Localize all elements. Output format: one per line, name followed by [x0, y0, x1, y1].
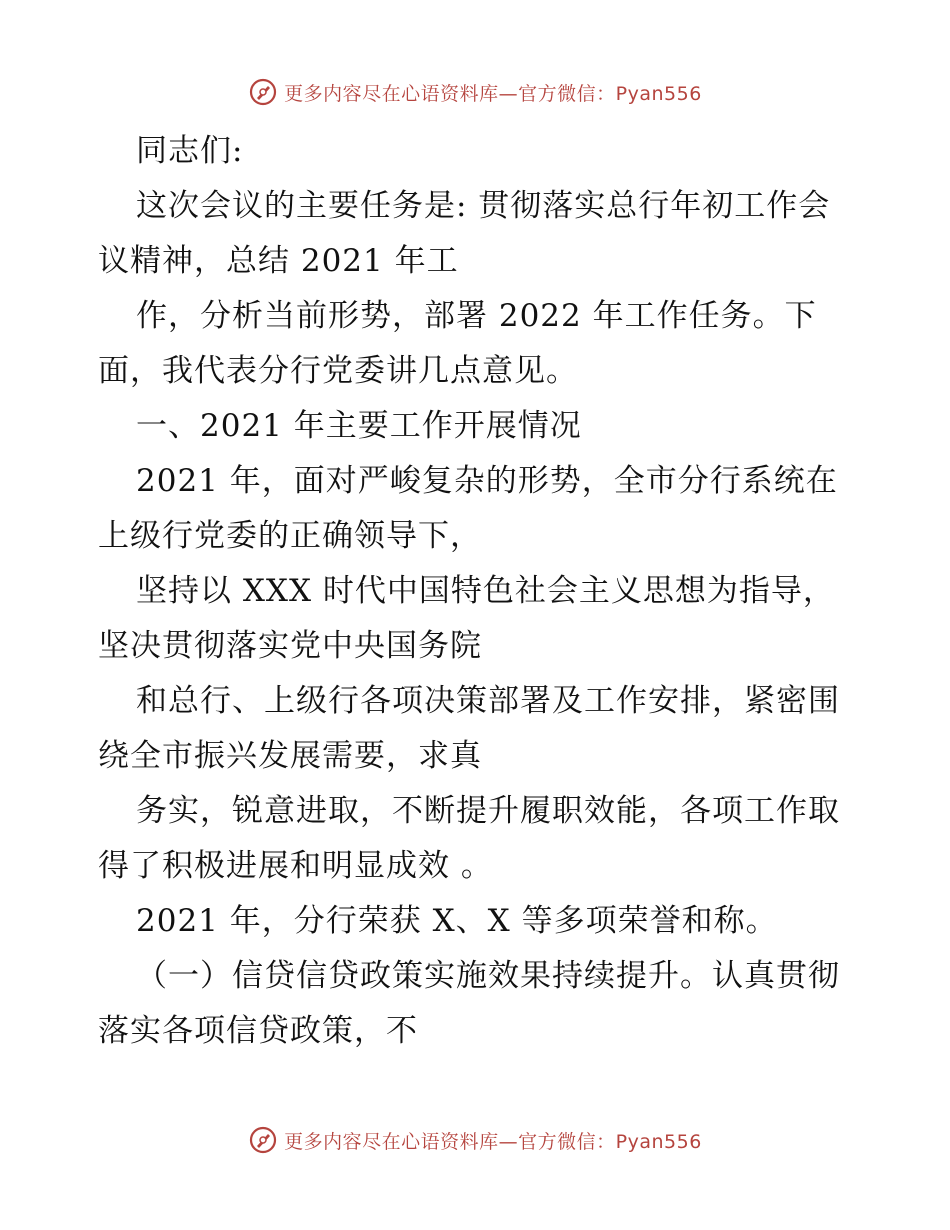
footer-banner-text: 更多内容尽在心语资料库—官方微信：Pyan556 [284, 1130, 702, 1153]
paragraph: 务实，锐意进取，不断提升履职效能，各项工作取得了积极进展和明显成效 。 [98, 793, 840, 884]
pen-logo-icon [248, 77, 278, 107]
paragraph: 坚持以 XXX 时代中国特色社会主义思想为指导，坚决贯彻落实党中央国务院 [98, 573, 835, 664]
paragraph: 这次会议的主要任务是: 贯彻落实总行年初工作会议精神，总结 2021 年工 [98, 188, 831, 279]
header-banner [0, 72, 950, 112]
pen-logo-icon [248, 1125, 278, 1155]
header-banner-text: 更多内容尽在心语资料库—官方微信：Pyan556 [284, 82, 702, 105]
document-body [98, 124, 858, 1059]
paragraph: 和总行、上级行各项决策部署及工作安排，紧密围绕全市振兴发展需要，求真 [98, 683, 840, 774]
paragraph: 作，分析当前形势，部署 2022 年工作任务。下面，我代表分行党委讲几点意见。 [98, 298, 817, 389]
section-heading: 一、2021 年主要工作开展情况 [136, 408, 582, 444]
paragraph: 2021 年，面对严峻复杂的形势，全市分行系统在上级行党委的正确领导下， [98, 463, 838, 554]
paragraph-salutation: 同志们: [136, 133, 244, 169]
subsection-heading: （一）信贷信贷政策实施效果持续提升。认真贯彻落实各项信贷政策，不 [98, 958, 840, 1049]
paragraph: 2021 年，分行荣获 X、X 等多项荣誉和称。 [136, 903, 778, 939]
footer-banner [0, 1120, 950, 1160]
